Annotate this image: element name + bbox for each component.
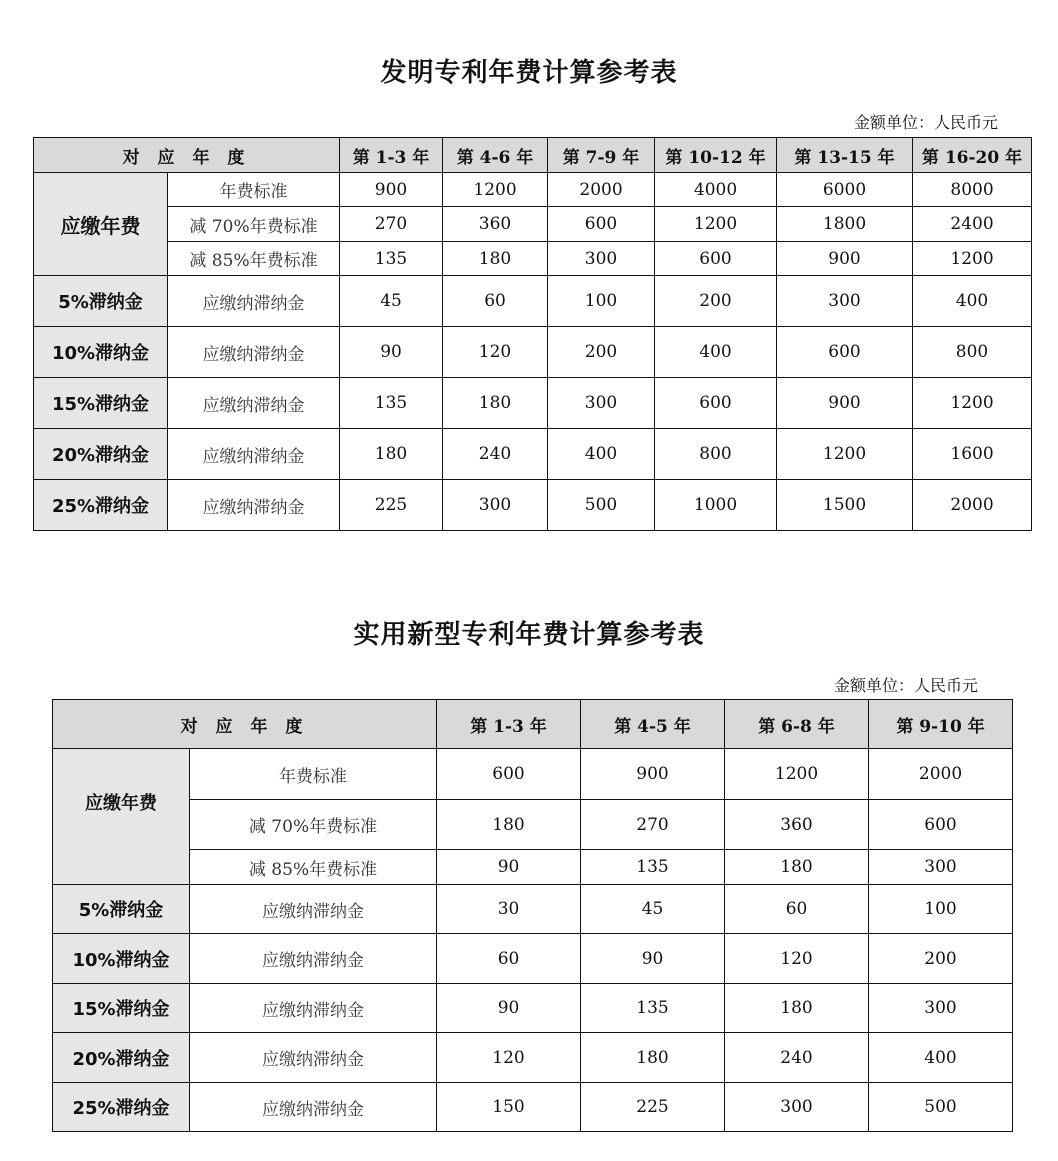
fee-cell: 90 [437, 850, 581, 885]
fee-cell: 30 [437, 885, 581, 934]
row-label: 应缴纳滞纳金 [190, 934, 437, 984]
fee-cell: 600 [655, 378, 777, 429]
fee-cell: 900 [340, 173, 443, 207]
row-label: 减 85%年费标准 [190, 850, 437, 885]
fee-cell: 60 [437, 934, 581, 984]
fee-cell: 1200 [443, 173, 548, 207]
row-group-label: 20%滞纳金 [53, 1033, 190, 1083]
fee-cell: 400 [548, 429, 655, 480]
fee-cell: 1600 [913, 429, 1032, 480]
fee-cell: 90 [581, 934, 725, 984]
table-row [34, 173, 1032, 207]
fee-cell: 180 [443, 242, 548, 276]
fee-cell: 2400 [913, 207, 1032, 242]
fee-cell: 2000 [913, 480, 1032, 531]
fee-cell: 300 [548, 378, 655, 429]
row-group-label: 15%滞纳金 [53, 984, 190, 1033]
row-group-label: 应缴年费 [53, 749, 190, 885]
row-group-label: 应缴年费 [34, 173, 168, 276]
period-header: 第 6-8 年 [725, 700, 869, 749]
row-label: 应缴纳滞纳金 [190, 1033, 437, 1083]
fee-cell: 225 [581, 1083, 725, 1132]
fee-cell: 900 [777, 242, 913, 276]
fee-cell: 2000 [869, 749, 1013, 800]
fee-cell: 600 [655, 242, 777, 276]
fee-cell: 135 [581, 850, 725, 885]
table-row [34, 378, 1032, 429]
utility-table-title: 实用新型专利年费计算参考表 [353, 620, 705, 650]
fee-cell: 300 [869, 850, 1013, 885]
fee-cell: 240 [443, 429, 548, 480]
row-group-label: 5%滞纳金 [53, 885, 190, 934]
fee-cell: 360 [443, 207, 548, 242]
fee-cell: 180 [725, 850, 869, 885]
fee-cell: 180 [437, 800, 581, 850]
row-label: 年费标准 [190, 749, 437, 800]
table-row [53, 984, 1013, 1033]
table-row [34, 429, 1032, 480]
row-group-label: 20%滞纳金 [34, 429, 168, 480]
fee-cell: 180 [340, 429, 443, 480]
table-row [53, 885, 1013, 934]
fee-cell: 400 [869, 1033, 1013, 1083]
row-label: 应缴纳滞纳金 [168, 480, 340, 531]
fee-cell: 300 [725, 1083, 869, 1132]
fee-cell: 600 [869, 800, 1013, 850]
row-label: 减 85%年费标准 [168, 242, 340, 276]
row-label: 应缴纳滞纳金 [168, 276, 340, 327]
period-header: 第 10-12 年 [655, 138, 777, 173]
table-row [53, 934, 1013, 984]
period-header: 第 7-9 年 [548, 138, 655, 173]
row-group-label: 10%滞纳金 [53, 934, 190, 984]
table-row [34, 207, 1032, 242]
fee-cell: 360 [725, 800, 869, 850]
fee-cell: 1200 [725, 749, 869, 800]
fee-cell: 4000 [655, 173, 777, 207]
table-row [34, 242, 1032, 276]
fee-cell: 6000 [777, 173, 913, 207]
fee-cell: 135 [581, 984, 725, 1033]
fee-cell: 600 [777, 327, 913, 378]
row-label: 年费标准 [168, 173, 340, 207]
period-header: 第 1-3 年 [437, 700, 581, 749]
fee-cell: 120 [443, 327, 548, 378]
fee-cell: 45 [340, 276, 443, 327]
fee-cell: 200 [655, 276, 777, 327]
fee-cell: 90 [437, 984, 581, 1033]
fee-cell: 500 [548, 480, 655, 531]
fee-cell: 1200 [913, 378, 1032, 429]
table-header-corner: 对 应 年 度 [53, 700, 437, 749]
fee-cell: 900 [777, 378, 913, 429]
fee-cell: 225 [340, 480, 443, 531]
fee-cell: 800 [913, 327, 1032, 378]
table-row [53, 800, 1013, 850]
fee-cell: 60 [443, 276, 548, 327]
period-header: 第 1-3 年 [340, 138, 443, 173]
period-header: 第 9-10 年 [869, 700, 1013, 749]
utility-fee-table [52, 699, 1013, 1132]
fee-cell: 90 [340, 327, 443, 378]
fee-cell: 2000 [548, 173, 655, 207]
fee-cell: 1500 [777, 480, 913, 531]
table-row [53, 749, 1013, 800]
table-row [34, 276, 1032, 327]
period-header: 第 13-15 年 [777, 138, 913, 173]
row-label: 应缴纳滞纳金 [168, 327, 340, 378]
fee-cell: 300 [869, 984, 1013, 1033]
fee-cell: 180 [443, 378, 548, 429]
fee-cell: 135 [340, 378, 443, 429]
fee-cell: 300 [548, 242, 655, 276]
fee-cell: 400 [913, 276, 1032, 327]
invention-table-title: 发明专利年费计算参考表 [380, 58, 678, 88]
fee-cell: 600 [437, 749, 581, 800]
fee-cell: 100 [869, 885, 1013, 934]
fee-cell: 200 [548, 327, 655, 378]
row-group-label: 15%滞纳金 [34, 378, 168, 429]
table-row [34, 480, 1032, 531]
fee-cell: 45 [581, 885, 725, 934]
table-row [53, 1083, 1013, 1132]
fee-cell: 1200 [655, 207, 777, 242]
fee-cell: 1800 [777, 207, 913, 242]
fee-cell: 500 [869, 1083, 1013, 1132]
fee-cell: 8000 [913, 173, 1032, 207]
fee-cell: 1200 [913, 242, 1032, 276]
fee-cell: 150 [437, 1083, 581, 1132]
invention-fee-table [33, 137, 1032, 531]
row-label: 应缴纳滞纳金 [168, 429, 340, 480]
row-label: 应缴纳滞纳金 [190, 1083, 437, 1132]
row-label: 减 70%年费标准 [190, 800, 437, 850]
row-label: 应缴纳滞纳金 [190, 984, 437, 1033]
table-header-corner: 对 应 年 度 [34, 138, 340, 173]
table-row [34, 327, 1032, 378]
row-group-label: 10%滞纳金 [34, 327, 168, 378]
fee-cell: 200 [869, 934, 1013, 984]
fee-cell: 100 [548, 276, 655, 327]
table-row [53, 1033, 1013, 1083]
fee-cell: 600 [548, 207, 655, 242]
invention-unit-note: 金额单位：人民币元 [853, 113, 998, 132]
utility-unit-note: 金额单位：人民币元 [833, 676, 978, 695]
fee-cell: 60 [725, 885, 869, 934]
fee-cell: 900 [581, 749, 725, 800]
period-header: 第 4-6 年 [443, 138, 548, 173]
fee-cell: 240 [725, 1033, 869, 1083]
row-group-label: 5%滞纳金 [34, 276, 168, 327]
row-group-label: 25%滞纳金 [34, 480, 168, 531]
fee-cell: 800 [655, 429, 777, 480]
table-row [53, 850, 1013, 885]
fee-cell: 135 [340, 242, 443, 276]
period-header: 第 4-5 年 [581, 700, 725, 749]
fee-cell: 400 [655, 327, 777, 378]
fee-cell: 270 [581, 800, 725, 850]
fee-cell: 270 [340, 207, 443, 242]
fee-cell: 1000 [655, 480, 777, 531]
row-label: 应缴纳滞纳金 [168, 378, 340, 429]
fee-cell: 120 [725, 934, 869, 984]
fee-cell: 180 [725, 984, 869, 1033]
row-group-label: 25%滞纳金 [53, 1083, 190, 1132]
fee-cell: 120 [437, 1033, 581, 1083]
fee-cell: 300 [443, 480, 548, 531]
period-header: 第 16-20 年 [913, 138, 1032, 173]
fee-cell: 180 [581, 1033, 725, 1083]
fee-cell: 300 [777, 276, 913, 327]
row-label: 应缴纳滞纳金 [190, 885, 437, 934]
fee-cell: 1200 [777, 429, 913, 480]
row-label: 减 70%年费标准 [168, 207, 340, 242]
